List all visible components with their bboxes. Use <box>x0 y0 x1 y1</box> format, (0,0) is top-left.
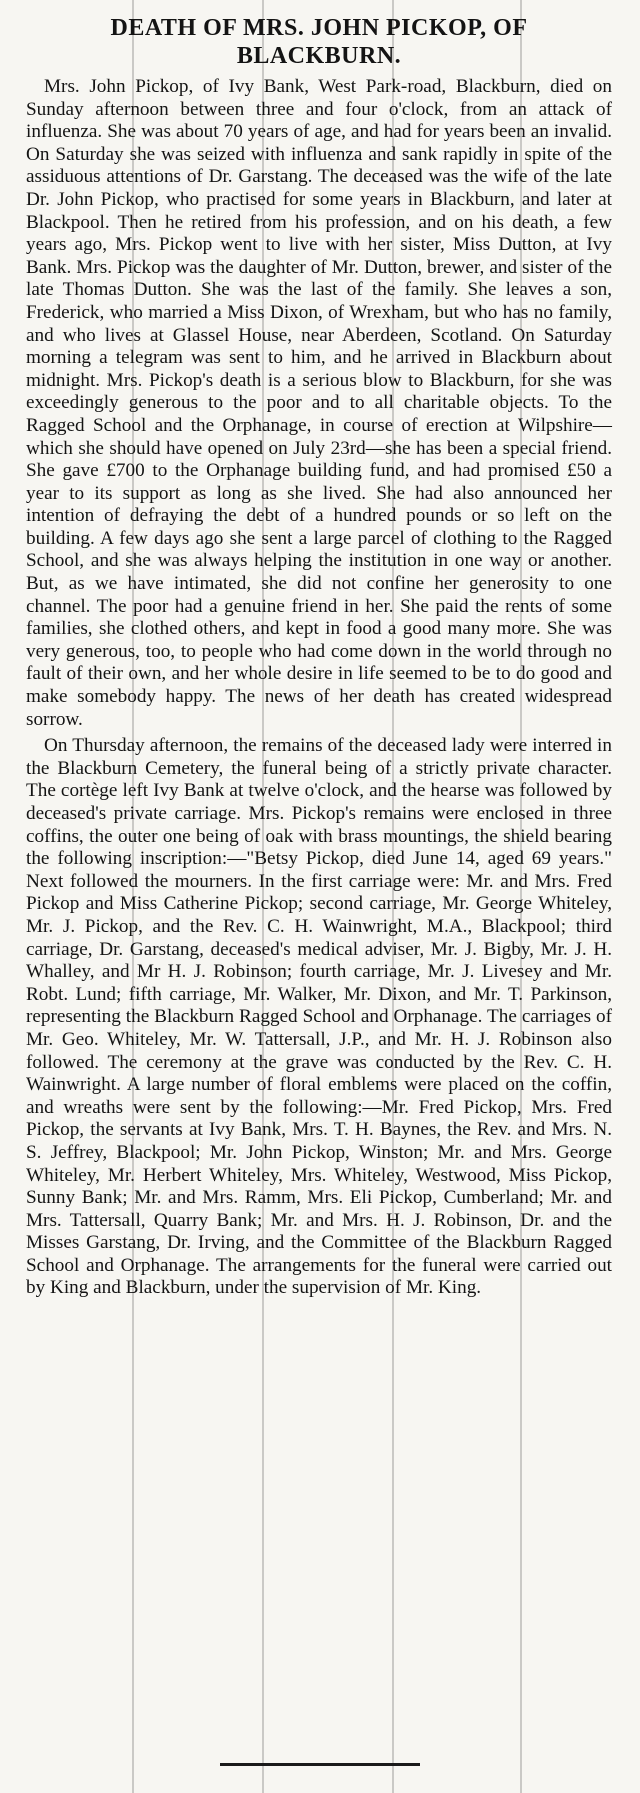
paragraph-death-notice: Mrs. John Pickop, of Ivy Bank, West Park-road, Blackburn, died on Sunday afternoon between three and four o'clock, from an attack of influenza. She was about 70 years of age, and had for years been an invalid. On Saturday she was seized with influenza and sank rapidly in spite of the assiduous attentions of Dr. Garstang. The deceased was the wife of the late Dr. John Pickop, who practised for some years in Blackburn, and later at Blackpool. Then he retired from his profession, and on his death, a few years ago, Mrs. Pickop went to live with her sister, Miss Dutton, at Ivy Bank. Mrs. Pickop was the daughter of Mr. Dutton, brewer, and sister of the late Thomas Dutton. She was the last of the family. She leaves a son, Frederick, who married a Miss Dixon, of Wrexham, but who has no family, and who lives at Glassel House, near Aberdeen, Scotland. On Saturday morning a telegram was sent to him, and he arrived in Blackburn about midnight. Mrs. Pickop's death is a serious blow to Blackburn, for she was exceedingly generous to the poor and to all charitable objects. To the Ragged School and the Orphanage, in course of erection at Wilpshire—which she should have opened on July 23rd—she has been a special friend. She gave £700 to the Orphanage building fund, and had promised £50 a year to its support as long as she lived. She had also announced her intention of defraying the debt of a hundred pounds or so left on the building. A few days ago she sent a large parcel of clothing to the Ragged School, and she was always helping the institution in one way or another. But, as we have intimated, she did not confine her generosity to one channel. The poor had a genuine friend in her. She paid the rents of some families, she clothed others, and kept in food a good many more. She was very generous, too, to people who had come down in the world through no fault of their own, and her whole desire in life seemed to be to do good and make somebody happy. The news of her death has created widespread sorrow. <box>26 76 612 730</box>
end-rule <box>220 1763 420 1766</box>
article-column <box>26 14 612 1300</box>
paragraph-funeral: On Thursday afternoon, the remains of the deceased lady were interred in the Blackburn Cemetery, the funeral being of a strictly private character. The cortège left Ivy Bank at twelve o'clock, and the hearse was followed by deceased's private carriage. Mrs. Pickop's remains were enclosed in three coffins, the outer one being of oak with brass mountings, the shield bearing the following inscription:—"Betsy Pickop, died June 14, aged 69 years." Next followed the mourners. In the first carriage were: Mr. and Mrs. Fred Pickop and Miss Catherine Pickop; second carriage, Mr. George Whiteley, Mr. J. Pickop, and the Rev. C. H. Wainwright, M.A., Blackpool; third carriage, Dr. Garstang, deceased's medical adviser, Mr. J. Bigby, Mr. J. H. Whalley, and Mr H. J. Robinson; fourth carriage, Mr. J. Livesey and Mr. Robt. Lund; fifth carriage, Mr. Walker, Mr. Dixon, and Mr. T. Parkinson, representing the Blackburn Ragged School and Orphanage. The carriages of Mr. Geo. Whiteley, Mr. W. Tattersall, J.P., and Mr. H. J. Robinson also followed. The ceremony at the grave was conducted by the Rev. C. H. Wainwright. A large number of floral emblems were placed on the coffin, and wreaths were sent by the following:—Mr. Fred Pickop, Mrs. Fred Pickop, the servants at Ivy Bank, Mrs. T. H. Baynes, the Rev. and Mrs. N. S. Jeffrey, Blackpool; Mr. John Pickop, Winston; Mr. and Mrs. George Whiteley, Mr. Herbert Whiteley, Mrs. Whiteley, Westwood, Miss Pickop, Sunny Bank; Mr. and Mrs. Ramm, Mrs. Eli Pickop, Cumberland; Mr. and Mrs. Tattersall, Quarry Bank; Mr. and Mrs. H. J. Robinson, Dr. and the Misses Garstang, Dr. Irving, and the Committee of the Blackburn Ragged School and Orphanage. The arrangements for the funeral were carried out by King and Blackburn, under the supervision of Mr. King. <box>26 735 612 1299</box>
headline: DEATH OF MRS. JOHN PICKOP, OF BLACKBURN. <box>110 15 528 69</box>
